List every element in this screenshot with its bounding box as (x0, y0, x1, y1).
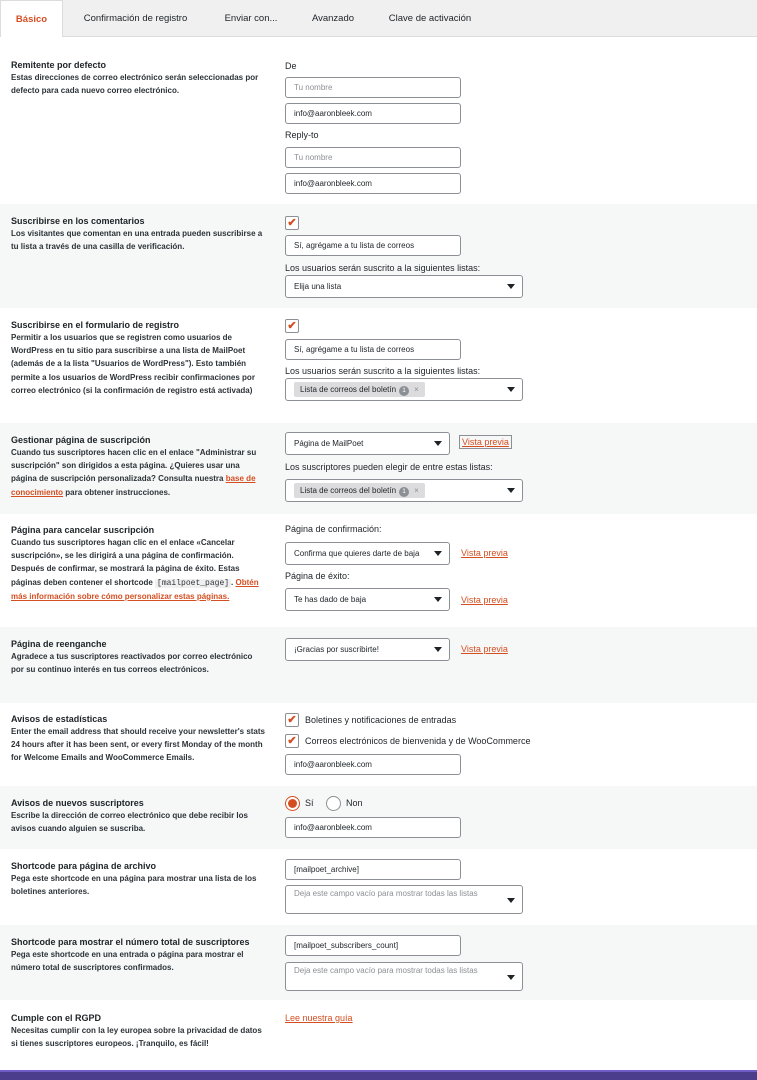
chip-count: 1 (399, 487, 409, 497)
caret-down-icon (507, 387, 515, 392)
section-description (11, 446, 266, 499)
tab-avanzado[interactable]: Avanzado (311, 13, 355, 24)
section-registration (0, 308, 757, 423)
new-subs-yes-radio[interactable] (285, 796, 300, 811)
section-archive-shortcode (0, 849, 757, 925)
success-page-select[interactable] (285, 588, 450, 611)
comments-list-select[interactable] (285, 275, 523, 298)
section-description: Permitir a los usuarios que se registren como usuarios de WordPress en tu sitio para suscribirse a una lista de MailPoet (además de a la lista "Usuarios de WordPress"). Esto también permite a los usuarios de WordPress recibir confirmaciones por correo electrónico (si la confirmación de registro está activada) (11, 333, 255, 395)
reengage-page-select[interactable] (285, 638, 450, 661)
caret-down-icon (434, 647, 442, 652)
comments-checkbox-text-input[interactable]: Sí, agrégame a tu lista de correos (285, 235, 461, 256)
caret-down-icon (507, 488, 515, 493)
desc-text: Cuando tus suscriptores hacen clic en el enlace "Administrar su suscripción" son dirigidos a esta página. ¿Quieres usar una página de suscripción personalizada? Consulta nuestra (11, 448, 257, 484)
learn-more-link[interactable]: Obtén más información sobre cómo personalizar estas páginas. (11, 577, 259, 601)
success-preview-link[interactable]: Vista previa (461, 595, 508, 605)
section-count-shortcode (0, 925, 757, 1000)
select-value: ¡Gracias por suscribirte! (294, 645, 379, 654)
section-manage (0, 423, 757, 514)
caret-down-icon (507, 898, 515, 903)
select-value: Te has dado de baja (294, 595, 367, 604)
stats-welcome-checkbox[interactable]: ✔ (285, 734, 299, 748)
desc-text-2: para obtener instrucciones. (63, 487, 171, 497)
manage-page-select[interactable] (285, 432, 450, 455)
section-reengage (0, 627, 757, 703)
tab-clave-activacion[interactable]: Clave de activación (388, 13, 472, 24)
confirm-page-select[interactable] (285, 542, 450, 565)
section-title: Cumple con el RGPD (11, 1013, 102, 1023)
from-email-input[interactable]: info@aaronbleek.com (285, 103, 461, 124)
tab-confirmacion-registro[interactable]: Confirmación de registro (83, 13, 188, 24)
reply-to-label: Reply-to (285, 130, 319, 140)
section-title: Remitente por defecto (11, 60, 107, 70)
section-new-subscribers (0, 786, 757, 849)
section-description: Agradece a tus suscriptores reactivados por correo electrónico por su continuo interés en tus correos electrónicos. (11, 652, 253, 675)
reply-email-input[interactable]: info@aaronbleek.com (285, 173, 461, 194)
confirm-preview-link[interactable]: Vista previa (461, 548, 508, 558)
stats-newsletters-checkbox[interactable]: ✔ (285, 713, 299, 727)
select-value: Deja este campo vacío para mostrar todas las listas (294, 966, 478, 975)
new-subs-yes-label: Sí (305, 798, 314, 808)
section-description: Enter the email address that should receive your newsletter's stats 24 hours after it has been sent, or every first Monday of the month for Welcome Emails and WooCommerce Emails. (11, 727, 265, 763)
stats-newsletters-label: Boletines y notificaciones de entradas (305, 715, 457, 725)
knowledge-base-link[interactable]: base de conocimiento (11, 474, 256, 497)
select-value: Deja este campo vacío para mostrar todas las listas (294, 889, 478, 898)
caret-down-icon (434, 551, 442, 556)
new-subs-no-radio[interactable] (326, 796, 341, 811)
archive-shortcode-input[interactable]: [mailpoet_archive] (285, 859, 461, 880)
chip-count: 1 (399, 386, 409, 396)
shortcode-code: [mailpoet_page] (157, 578, 230, 588)
chip-label: Lista de correos del boletín (300, 486, 397, 495)
section-title: Shortcode para mostrar el número total de suscriptores (11, 937, 250, 947)
from-label: De (285, 61, 297, 71)
comments-subscribe-checkbox[interactable]: ✔ (285, 216, 299, 230)
registration-lists-label: Los usuarios serán suscrito a la siguientes listas: (285, 366, 481, 376)
caret-down-icon (507, 975, 515, 980)
desc-text: Cuando tus suscriptores hagan clic en el enlace «Cancelar suscripción», se les dirigirá a una página de confirmación. Después de confirmar, se mostrará la página de éxito. Estas páginas deben contener el shortcode (11, 538, 240, 587)
count-list-select[interactable] (285, 962, 523, 991)
manage-list-select[interactable] (285, 479, 523, 502)
section-title: Página para cancelar suscripción (11, 525, 155, 535)
settings-tabs (0, 0, 757, 37)
registration-checkbox-text-input[interactable]: Sí, agrégame a tu lista de correos (285, 339, 461, 360)
confirm-page-label: Página de confirmación: (285, 524, 382, 534)
reengage-preview-link[interactable]: Vista previa (461, 644, 508, 654)
section-description: Pega este shortcode en una entrada o página para mostrar el número total de suscriptores confirmados. (11, 950, 244, 973)
section-unsubscribe (0, 514, 757, 627)
list-chip (294, 382, 425, 397)
stats-email-input[interactable]: info@aaronbleek.com (285, 754, 461, 775)
section-title: Avisos de nuevos suscriptores (11, 798, 144, 808)
list-chip (294, 483, 425, 498)
manage-lists-label: Los suscriptores pueden elegir de entre estas listas: (285, 462, 493, 472)
section-description: Escribe la dirección de correo electrónico que debe recibir los avisos cuando alguien se suscriba. (11, 811, 248, 834)
section-description (11, 536, 266, 603)
new-subs-no-label: Non (346, 798, 363, 808)
gdpr-guide-link[interactable]: Lee nuestra guía (285, 1013, 353, 1023)
section-description: Los visitantes que comentan en una entrada pueden suscribirse a tu lista a través de una casilla de verificación. (11, 229, 263, 252)
from-name-input[interactable]: Tu nombre (285, 77, 461, 98)
section-sender (0, 37, 757, 204)
select-value: Elija una lista (294, 282, 342, 291)
section-description: Estas direcciones de correo electrónico serán seleccionadas por defecto para cada nuevo correo electrónico. (11, 73, 259, 96)
section-title: Gestionar página de suscripción (11, 435, 151, 445)
section-title: Shortcode para página de archivo (11, 861, 157, 871)
manage-preview-link[interactable]: Vista previa (459, 435, 512, 449)
tab-basico[interactable]: Básico (0, 0, 63, 38)
archive-list-select[interactable] (285, 885, 523, 914)
success-page-label: Página de éxito: (285, 571, 350, 581)
section-title: Página de reenganche (11, 639, 107, 649)
section-stats (0, 703, 757, 786)
section-title: Suscribirse en el formulario de registro (11, 320, 180, 330)
chip-remove-icon[interactable]: × (414, 385, 419, 394)
comments-lists-label: Los usuarios serán suscrito a la siguientes listas: (285, 263, 481, 273)
section-description: Necesitas cumplir con la ley europea sobre la privacidad de datos si tienes suscriptores europeos. ¡Tranquilo, es fácil! (11, 1026, 262, 1049)
caret-down-icon (434, 597, 442, 602)
section-title: Avisos de estadísticas (11, 714, 108, 724)
registration-subscribe-checkbox[interactable]: ✔ (285, 319, 299, 333)
stats-welcome-label: Correos electrónicos de bienvenida y de WooCommerce (305, 736, 531, 746)
section-title: Suscribirse en los comentarios (11, 216, 145, 226)
tab-enviar-con[interactable]: Enviar con... (224, 13, 278, 24)
select-value: Página de MailPoet (294, 439, 364, 448)
reply-name-input[interactable]: Tu nombre (285, 147, 461, 168)
settings-content (0, 37, 757, 1070)
desc-text-2: . (231, 577, 236, 587)
select-value: Confirma que quieres darte de baja (294, 549, 420, 558)
count-shortcode-input[interactable]: [mailpoet_subscribers_count] (285, 935, 461, 956)
section-gdpr (0, 1000, 757, 1070)
section-description: Pega este shortcode en una página para mostrar una lista de los boletines anteriores. (11, 874, 257, 897)
chip-remove-icon[interactable]: × (414, 486, 419, 495)
caret-down-icon (434, 441, 442, 446)
registration-list-select[interactable] (285, 378, 523, 401)
section-comments (0, 204, 757, 308)
bottom-bar (0, 1070, 757, 1080)
caret-down-icon (507, 284, 515, 289)
chip-label: Lista de correos del boletín (300, 385, 397, 394)
new-subs-email-input[interactable]: info@aaronbleek.com (285, 817, 461, 838)
